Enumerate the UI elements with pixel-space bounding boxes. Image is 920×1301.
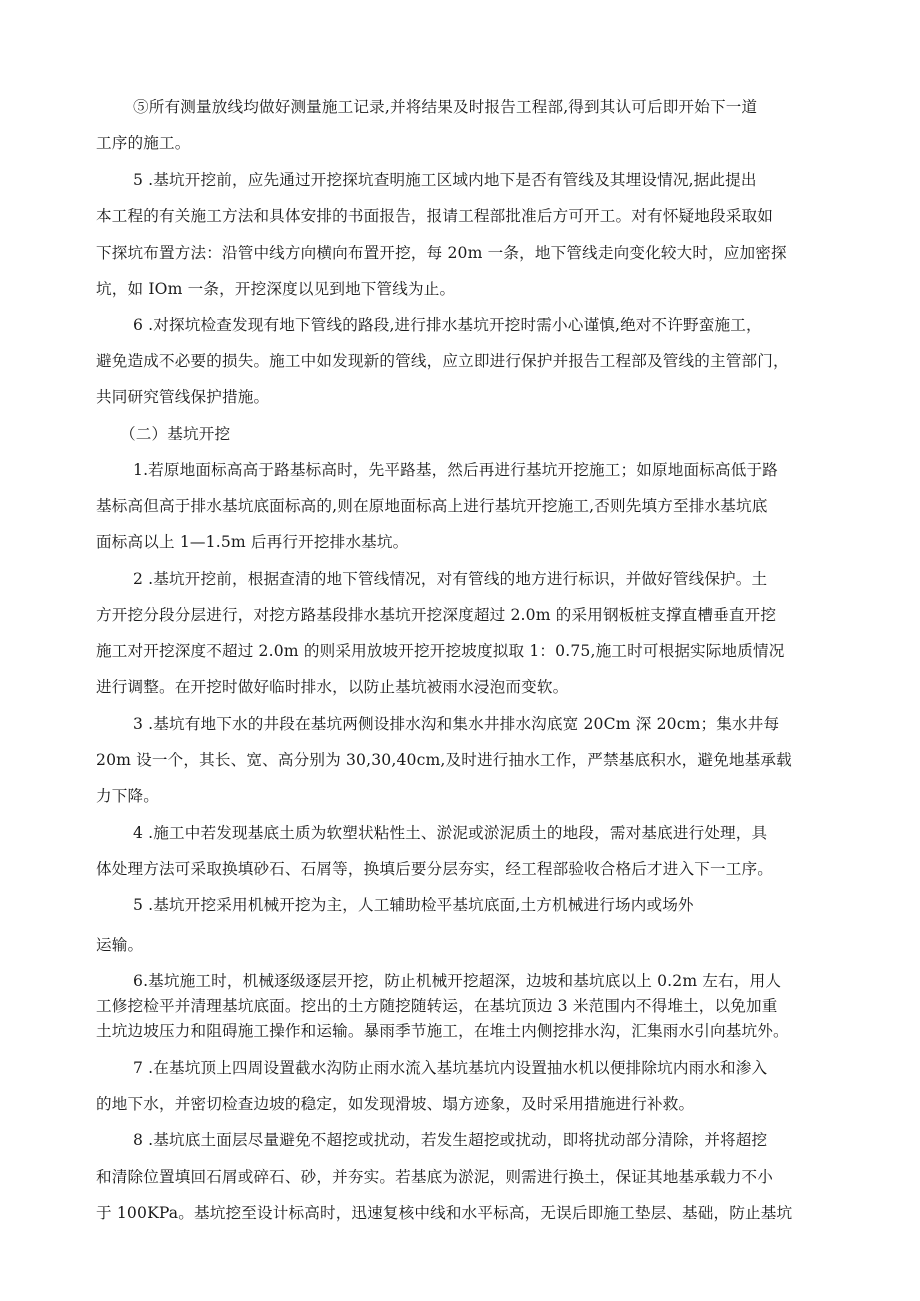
text-line: 进行调整。在开挖时做好临时排水，以防止基坑被雨水浸泡而变软。 [96, 678, 569, 696]
text-line: 工序的施工。 [96, 134, 191, 152]
text-line: 5 .基坑开挖前，应先通过开挖探坑查明施工区域内地下是否有管线及其埋设情况,据此提出 [133, 171, 757, 189]
text-line: 工修挖检平并清理基坑底面。挖出的土方随挖随转运，在基坑顶边 3 米范围内不得堆土，以免加重 [96, 997, 778, 1015]
text-line: 避免造成不必要的损失。施工中如发现新的管线，应立即进行保护并报告工程部及管线的主管部门， [96, 352, 789, 370]
text-line: 体处理方法可采取换填砂石、石屑等，换填后要分层夯实，经工程部验收合格后才进入下一工序。 [96, 860, 773, 878]
text-line: 力下降。 [96, 787, 159, 805]
text-line: 2 .基坑开挖前，根据查清的地下管线情况，对有管线的地方进行标识，并做好管线保护。土 [133, 570, 768, 588]
text-line: 5 .基坑开挖采用机械开挖为主，人工辅助检平基坑底面,土方机械进行场内或场外 [133, 896, 694, 914]
text-line: 面标高以上 1—1.5m 后再行开挖排水基坑。 [96, 533, 409, 551]
text-line: 本工程的有关施工方法和具体安排的书面报告，报请工程部批准后方可开工。对有怀疑地段采取如 [96, 207, 773, 225]
text-line: 和清除位置填回石屑或碎石、砂，并夯实。若基底为淤泥，则需进行换土，保证其地基承载力不小 [96, 1168, 773, 1186]
text-line: 20m 设一个，其长、宽、高分别为 30,30,40cm,及时进行抽水工作，严禁基底积水，避免地基承载 [96, 751, 792, 769]
text-line: 方开挖分段分层进行，对挖方路基段排水基坑开挖深度超过 2.0m 的采用钢板桩支撑直槽垂直开挖 [96, 606, 777, 624]
text-line: 3 .基坑有地下水的井段在基坑两侧设排水沟和集水井排水沟底宽 20Cm 深 20cm；集水井每 [133, 715, 780, 733]
text-line: 6.基坑施工时，机械逐级逐层开挖，防止机械开挖超深，边坡和基坑底以上 0.2m 左右，用人 [133, 972, 782, 990]
text-line: 8 .基坑底土面层尽量避免不超挖或扰动，若发生超挖或扰动，即将扰动部分清除，并将超挖 [133, 1131, 768, 1149]
text-line: 4 .施工中若发现基底土质为软塑状粘性土、淤泥或淤泥质土的地段，需对基底进行处理，具 [133, 824, 768, 842]
text-line: 1.若原地面标高高于路基标高时，先平路基，然后再进行基坑开挖施工；如原地面标高低于路 [133, 461, 778, 479]
text-line: 下探坑布置方法：沿管中线方向横向布置开挖，每 20m 一条，地下管线走向变化较大时，应加密探 [96, 244, 787, 262]
text-line: ⑤所有测量放线均做好测量施工记录,并将结果及时报告工程部,得到其认可后即开始下一道 [133, 98, 758, 116]
text-line: 共同研究管线保护措施。 [96, 388, 270, 406]
text-line: 6 .对探坑检查发现有地下管线的路段,进行排水基坑开挖时需小心谨慎,绝对不许野蛮施工， [133, 316, 762, 334]
text-line: 土坑边坡压力和阻碍施工操作和运输。暴雨季节施工，在堆土内侧挖排水沟，汇集雨水引向基坑外。 [96, 1022, 789, 1040]
text-line: 的地下水，并密切检查边坡的稳定，如发现滑坡、塌方迹象，及时采用措施进行补救。 [96, 1095, 695, 1113]
text-line: 施工对开挖深度不超过 2.0m 的则采用放坡开挖开挖坡度拟取 1：0.75,施工时可根据实际地质情况 [96, 642, 785, 660]
text-line: 7 .在基坑顶上四周设置截水沟防止雨水流入基坑基坑内设置抽水机以便排除坑内雨水和渗入 [133, 1059, 768, 1077]
section-heading: （二）基坑开挖 [120, 425, 231, 443]
text-line: 运输。 [96, 936, 144, 954]
text-line: 基标高但高于排水基坑底面标高的,则在原地面标高上进行基坑开挖施工,否则先填方至排水基坑底 [96, 497, 768, 515]
text-line: 坑，如 IOm 一条，开挖深度以见到地下管线为止。 [96, 280, 456, 298]
text-line: 于 100KPa。基坑挖至设计标高时，迅速复核中线和水平标高，无误后即施工垫层、基础，防止基坑 [96, 1204, 793, 1222]
